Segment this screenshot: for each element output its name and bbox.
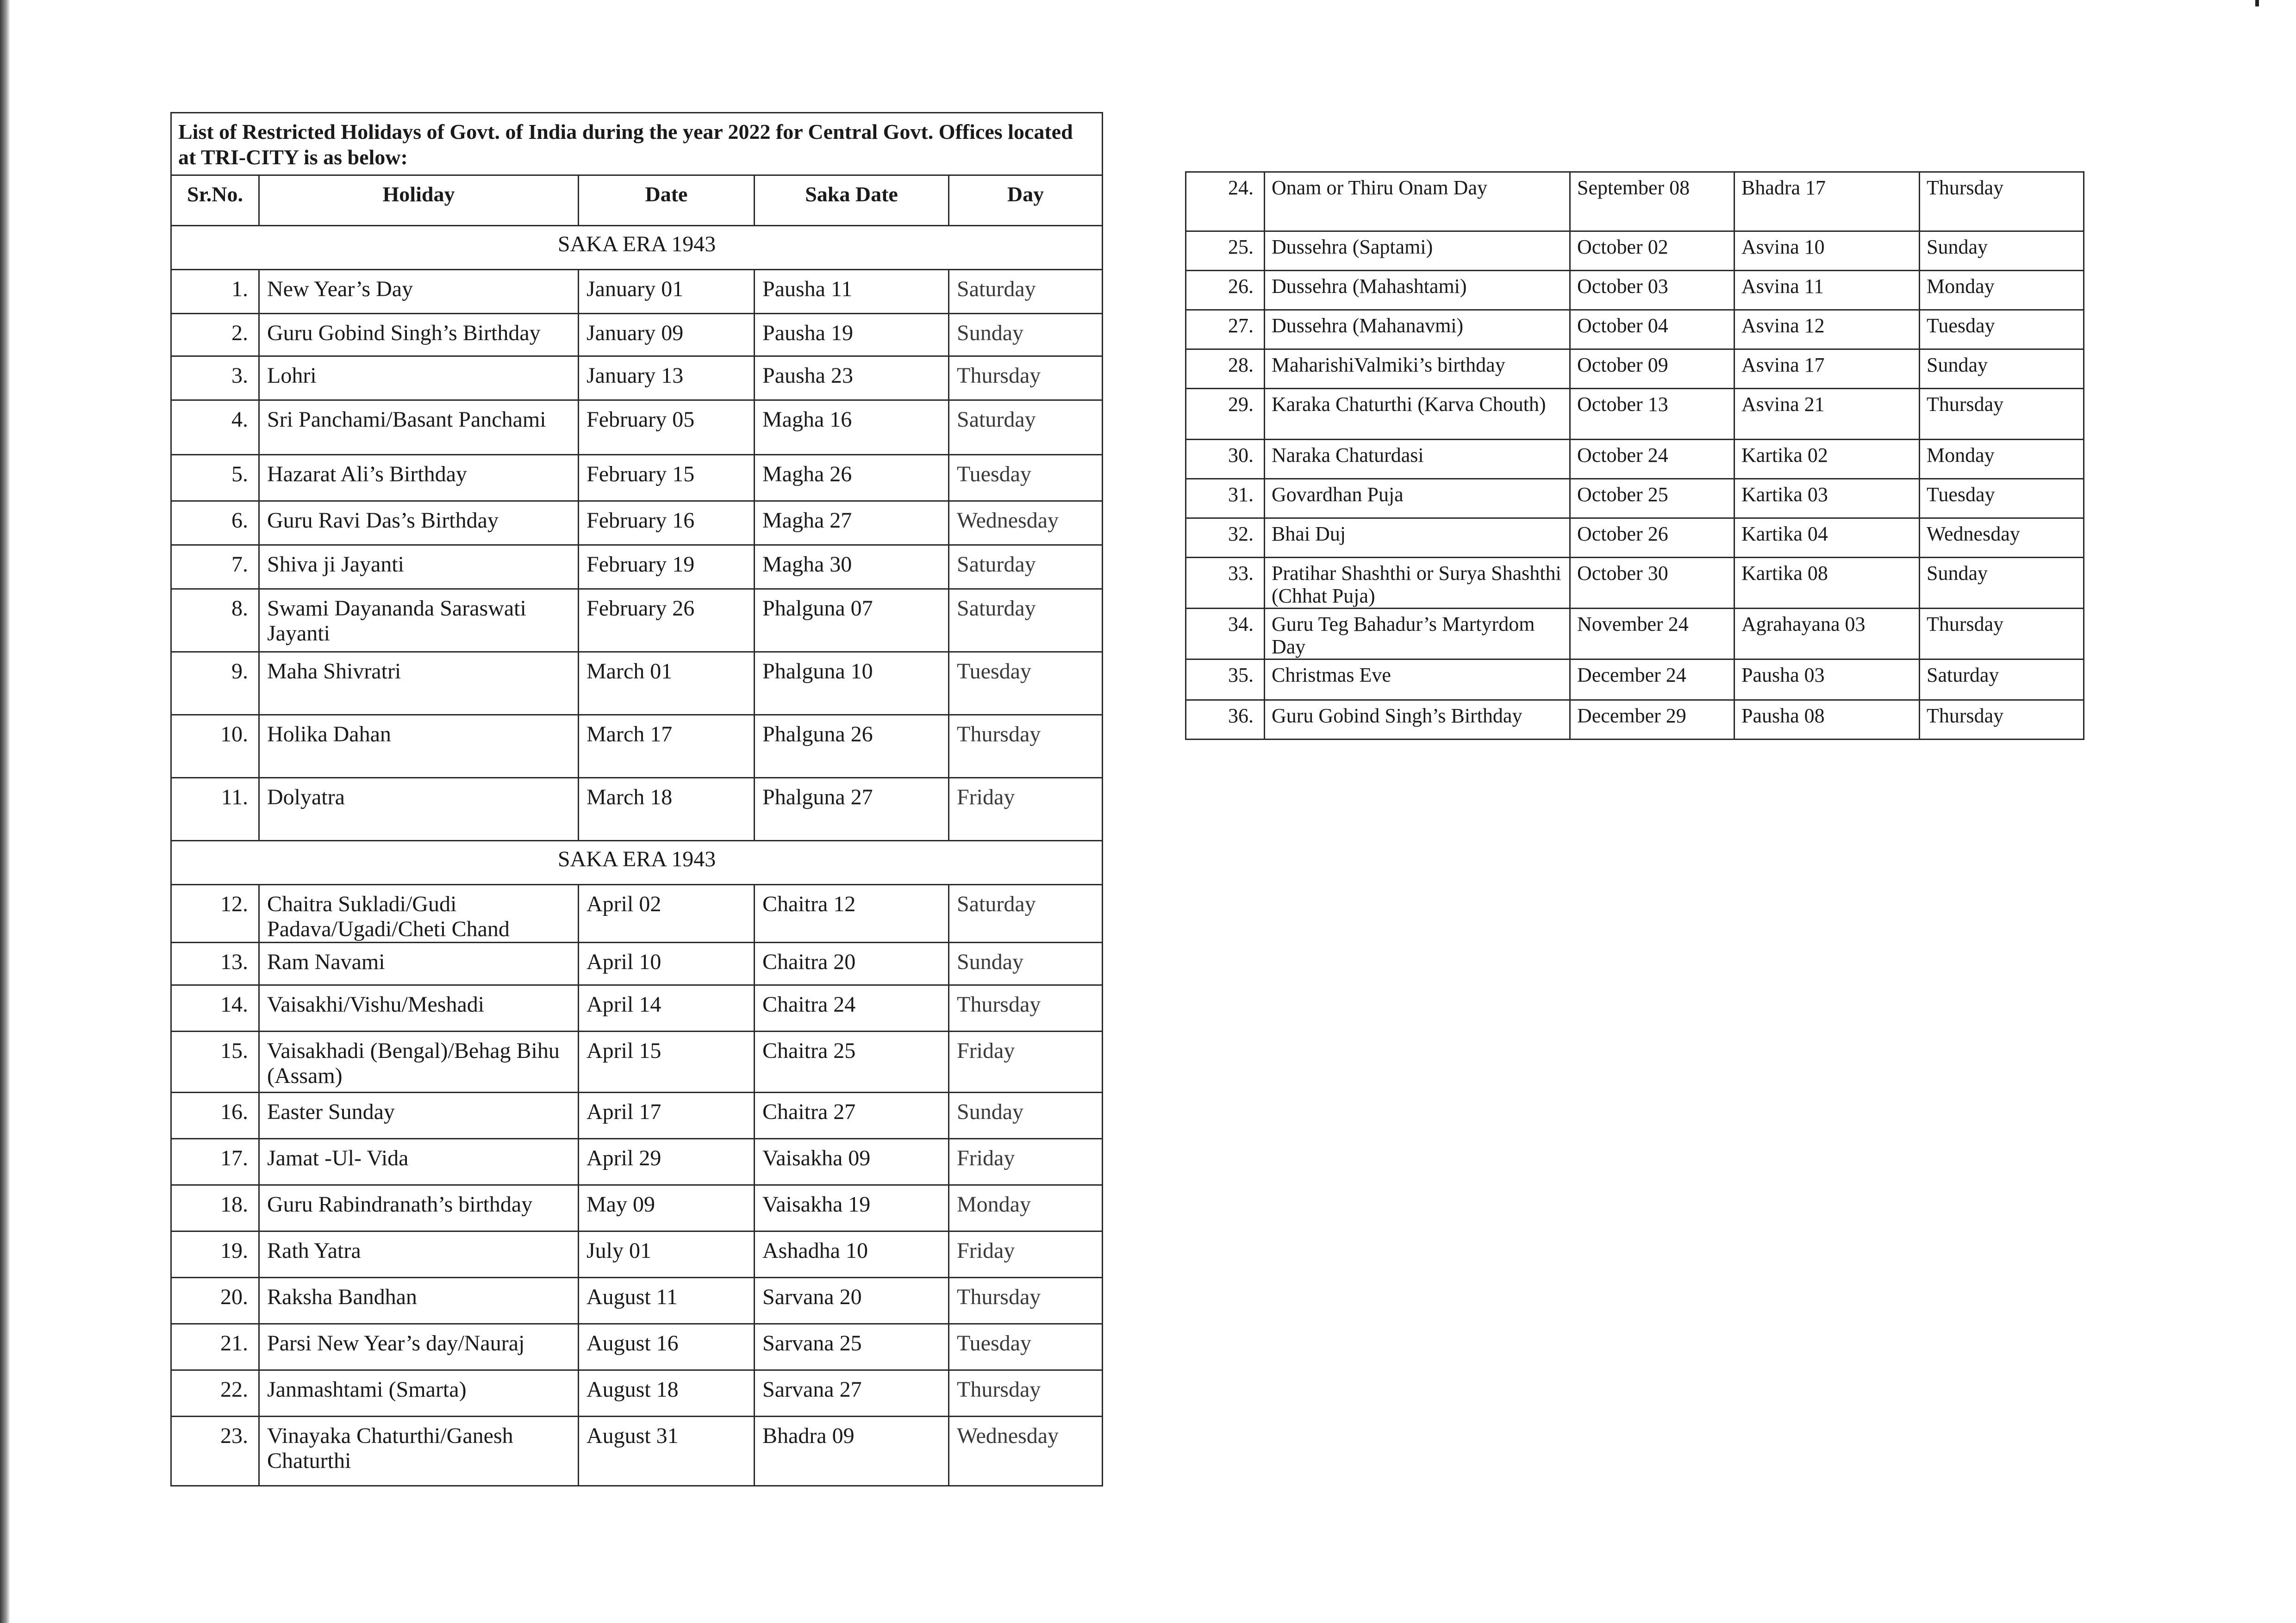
- day-cell: Tuesday: [949, 1324, 1103, 1370]
- saka-date-cell: Kartika 03: [1734, 479, 1920, 518]
- date-cell: July 01: [579, 1231, 755, 1277]
- holiday-name-cell: Swami Dayananda Saraswati Jayanti: [259, 589, 579, 652]
- date-cell: October 25: [1570, 479, 1734, 518]
- sr-cell: 13.: [171, 942, 259, 985]
- holiday-name-cell: Dussehra (Mahashtami): [1265, 271, 1570, 310]
- table-row: [171, 715, 1103, 778]
- date-cell: February 15: [579, 455, 755, 501]
- saka-date-cell: Ashadha 10: [755, 1231, 949, 1277]
- sr-cell: 12.: [171, 885, 259, 943]
- table-row: [171, 1324, 1103, 1370]
- holiday-name-cell: Vaisakhadi (Bengal)/Behag Bihu (Assam): [259, 1031, 579, 1092]
- table-row: [171, 314, 1103, 356]
- holiday-name-cell: Ram Navami: [259, 942, 579, 985]
- table-row: [1186, 518, 2084, 558]
- table-row: [171, 1277, 1103, 1324]
- table-row: [171, 1231, 1103, 1277]
- day-cell: Saturday: [1920, 659, 2084, 700]
- header-sr: Sr.No.: [171, 175, 259, 226]
- sr-cell: 24.: [1186, 172, 1265, 231]
- day-cell: Sunday: [949, 1092, 1103, 1138]
- saka-date-cell: Pausha 03: [1734, 659, 1920, 700]
- holiday-name-cell: Vinayaka Chaturthi/Ganesh Chaturthi: [259, 1416, 579, 1486]
- table-row: [1186, 659, 2084, 700]
- table-row: [171, 356, 1103, 400]
- holiday-name-cell: Dussehra (Saptami): [1265, 231, 1570, 271]
- holiday-name-cell: Christmas Eve: [1265, 659, 1570, 700]
- date-cell: January 01: [579, 270, 755, 314]
- table-row: [171, 985, 1103, 1031]
- day-cell: Saturday: [949, 400, 1103, 455]
- saka-date-cell: Chaitra 25: [755, 1031, 949, 1092]
- holiday-name-cell: Govardhan Puja: [1265, 479, 1570, 518]
- date-cell: January 09: [579, 314, 755, 356]
- right-body: [1186, 172, 2084, 740]
- saka-date-cell: Chaitra 24: [755, 985, 949, 1031]
- holiday-name-cell: Shiva ji Jayanti: [259, 545, 579, 589]
- date-cell: September 08: [1570, 172, 1734, 231]
- day-cell: Sunday: [1920, 558, 2084, 609]
- date-cell: March 01: [579, 652, 755, 715]
- header-saka-date: Saka Date: [755, 175, 949, 226]
- date-cell: March 17: [579, 715, 755, 778]
- date-cell: February 26: [579, 589, 755, 652]
- sr-cell: 28.: [1186, 349, 1265, 389]
- table-row: [1186, 558, 2084, 609]
- saka-date-cell: Bhadra 17: [1734, 172, 1920, 231]
- holiday-name-cell: Guru Teg Bahadur’s Martyrdom Day: [1265, 609, 1570, 659]
- day-cell: Saturday: [949, 589, 1103, 652]
- saka-date-cell: Chaitra 20: [755, 942, 949, 985]
- date-cell: April 17: [579, 1092, 755, 1138]
- table-row: [171, 1185, 1103, 1231]
- sr-cell: 20.: [171, 1277, 259, 1324]
- day-cell: Friday: [949, 1031, 1103, 1092]
- date-cell: August 11: [579, 1277, 755, 1324]
- sr-cell: 5.: [171, 455, 259, 501]
- saka-date-cell: Magha 30: [755, 545, 949, 589]
- date-cell: October 04: [1570, 310, 1734, 349]
- sr-cell: 35.: [1186, 659, 1265, 700]
- holiday-name-cell: Guru Ravi Das’s Birthday: [259, 501, 579, 545]
- table-row: [171, 1416, 1103, 1486]
- header-day: Day: [949, 175, 1103, 226]
- sr-cell: 32.: [1186, 518, 1265, 558]
- document-title: List of Restricted Holidays of Govt. of India during the year 2022 for Central Govt. Offices located at TRI-CITY is as below:: [171, 113, 1103, 175]
- day-cell: Thursday: [1920, 172, 2084, 231]
- table-row: [1186, 479, 2084, 518]
- table-row: [171, 589, 1103, 652]
- sr-cell: 3.: [171, 356, 259, 400]
- left-body-a: [171, 270, 1103, 841]
- table-row: [171, 885, 1103, 943]
- table-row: [1186, 440, 2084, 479]
- sr-cell: 9.: [171, 652, 259, 715]
- table-row: [1186, 609, 2084, 659]
- sr-cell: 14.: [171, 985, 259, 1031]
- day-cell: Monday: [1920, 271, 2084, 310]
- saka-date-cell: Kartika 04: [1734, 518, 1920, 558]
- saka-date-cell: Phalguna 07: [755, 589, 949, 652]
- saka-date-cell: Asvina 12: [1734, 310, 1920, 349]
- date-cell: October 13: [1570, 389, 1734, 440]
- sr-cell: 15.: [171, 1031, 259, 1092]
- day-cell: Thursday: [949, 1370, 1103, 1416]
- holiday-name-cell: New Year’s Day: [259, 270, 579, 314]
- holiday-name-cell: Chaitra Sukladi/Gudi Padava/Ugadi/Cheti Chand: [259, 885, 579, 943]
- date-cell: April 29: [579, 1138, 755, 1185]
- holiday-name-cell: Raksha Bandhan: [259, 1277, 579, 1324]
- table-row: [171, 1138, 1103, 1185]
- holiday-table-right: [1185, 171, 2084, 740]
- header-row: [171, 175, 1103, 226]
- day-cell: Saturday: [949, 885, 1103, 943]
- table-row: [171, 270, 1103, 314]
- saka-date-cell: Phalguna 27: [755, 778, 949, 841]
- holiday-name-cell: Onam or Thiru Onam Day: [1265, 172, 1570, 231]
- table-row: [171, 942, 1103, 985]
- saka-date-cell: Chaitra 27: [755, 1092, 949, 1138]
- day-cell: Friday: [949, 778, 1103, 841]
- day-cell: Saturday: [949, 270, 1103, 314]
- sr-cell: 18.: [171, 1185, 259, 1231]
- holiday-name-cell: Holika Dahan: [259, 715, 579, 778]
- date-cell: October 26: [1570, 518, 1734, 558]
- day-cell: Sunday: [949, 314, 1103, 356]
- era-row: [171, 226, 1103, 270]
- saka-date-cell: Pausha 19: [755, 314, 949, 356]
- scan-speck: [2255, 0, 2259, 6]
- sr-cell: 8.: [171, 589, 259, 652]
- day-cell: Tuesday: [949, 455, 1103, 501]
- day-cell: Thursday: [1920, 389, 2084, 440]
- day-cell: Thursday: [1920, 609, 2084, 659]
- sr-cell: 21.: [171, 1324, 259, 1370]
- date-cell: August 31: [579, 1416, 755, 1486]
- saka-date-cell: Phalguna 26: [755, 715, 949, 778]
- date-cell: August 18: [579, 1370, 755, 1416]
- sr-cell: 34.: [1186, 609, 1265, 659]
- holiday-name-cell: Guru Rabindranath’s birthday: [259, 1185, 579, 1231]
- holiday-name-cell: Dussehra (Mahanavmi): [1265, 310, 1570, 349]
- day-cell: Wednesday: [949, 1416, 1103, 1486]
- scan-edge-shadow: [0, 0, 10, 1623]
- date-cell: May 09: [579, 1185, 755, 1231]
- sr-cell: 6.: [171, 501, 259, 545]
- saka-date-cell: Vaisakha 09: [755, 1138, 949, 1185]
- holiday-name-cell: Parsi New Year’s day/Nauraj: [259, 1324, 579, 1370]
- date-cell: April 15: [579, 1031, 755, 1092]
- saka-date-cell: Magha 16: [755, 400, 949, 455]
- day-cell: Tuesday: [1920, 310, 2084, 349]
- sr-cell: 33.: [1186, 558, 1265, 609]
- date-cell: February 19: [579, 545, 755, 589]
- saka-date-cell: Agrahayana 03: [1734, 609, 1920, 659]
- sr-cell: 31.: [1186, 479, 1265, 518]
- table-row: [1186, 310, 2084, 349]
- title-row: [171, 113, 1103, 175]
- date-cell: November 24: [1570, 609, 1734, 659]
- holiday-name-cell: Rath Yatra: [259, 1231, 579, 1277]
- holiday-name-cell: Naraka Chaturdasi: [1265, 440, 1570, 479]
- date-cell: April 10: [579, 942, 755, 985]
- date-cell: October 30: [1570, 558, 1734, 609]
- holiday-name-cell: Dolyatra: [259, 778, 579, 841]
- holiday-name-cell: Pratihar Shashthi or Surya Shashthi (Chhat Puja): [1265, 558, 1570, 609]
- date-cell: August 16: [579, 1324, 755, 1370]
- era-label: SAKA ERA 1943: [171, 226, 1103, 270]
- date-cell: January 13: [579, 356, 755, 400]
- holiday-name-cell: Hazarat Ali’s Birthday: [259, 455, 579, 501]
- holiday-name-cell: Guru Gobind Singh’s Birthday: [259, 314, 579, 356]
- holiday-name-cell: Jamat -Ul- Vida: [259, 1138, 579, 1185]
- sr-cell: 26.: [1186, 271, 1265, 310]
- day-cell: Thursday: [949, 985, 1103, 1031]
- holiday-name-cell: Sri Panchami/Basant Panchami: [259, 400, 579, 455]
- sr-cell: 2.: [171, 314, 259, 356]
- holiday-name-cell: Easter Sunday: [259, 1092, 579, 1138]
- date-cell: December 29: [1570, 700, 1734, 740]
- date-cell: October 09: [1570, 349, 1734, 389]
- era-row: [171, 841, 1103, 885]
- day-cell: Wednesday: [949, 501, 1103, 545]
- day-cell: Thursday: [949, 356, 1103, 400]
- sr-cell: 1.: [171, 270, 259, 314]
- saka-date-cell: Vaisakha 19: [755, 1185, 949, 1231]
- table-row: [171, 501, 1103, 545]
- table-row: [1186, 700, 2084, 740]
- sr-cell: 17.: [171, 1138, 259, 1185]
- sr-cell: 11.: [171, 778, 259, 841]
- sr-cell: 23.: [171, 1416, 259, 1486]
- sr-cell: 16.: [171, 1092, 259, 1138]
- table-row: [1186, 389, 2084, 440]
- table-row: [1186, 172, 2084, 231]
- saka-date-cell: Phalguna 10: [755, 652, 949, 715]
- saka-date-cell: Bhadra 09: [755, 1416, 949, 1486]
- day-cell: Friday: [949, 1231, 1103, 1277]
- table-row: [171, 1031, 1103, 1092]
- saka-date-cell: Asvina 17: [1734, 349, 1920, 389]
- day-cell: Wednesday: [1920, 518, 2084, 558]
- day-cell: Sunday: [1920, 231, 2084, 271]
- day-cell: Friday: [949, 1138, 1103, 1185]
- day-cell: Sunday: [1920, 349, 2084, 389]
- day-cell: Tuesday: [949, 652, 1103, 715]
- sr-cell: 30.: [1186, 440, 1265, 479]
- sr-cell: 7.: [171, 545, 259, 589]
- day-cell: Thursday: [949, 1277, 1103, 1324]
- table-row: [171, 652, 1103, 715]
- left-body-b: [171, 885, 1103, 1486]
- date-cell: April 14: [579, 985, 755, 1031]
- date-cell: February 16: [579, 501, 755, 545]
- day-cell: Thursday: [949, 715, 1103, 778]
- holiday-name-cell: Bhai Duj: [1265, 518, 1570, 558]
- holiday-table-left: [170, 112, 1103, 1486]
- table-row: [171, 1092, 1103, 1138]
- date-cell: April 02: [579, 885, 755, 943]
- saka-date-cell: Magha 26: [755, 455, 949, 501]
- day-cell: Sunday: [949, 942, 1103, 985]
- table-row: [1186, 231, 2084, 271]
- day-cell: Tuesday: [1920, 479, 2084, 518]
- saka-date-cell: Pausha 11: [755, 270, 949, 314]
- holiday-name-cell: Guru Gobind Singh’s Birthday: [1265, 700, 1570, 740]
- saka-date-cell: Sarvana 27: [755, 1370, 949, 1416]
- holiday-name-cell: Karaka Chaturthi (Karva Chouth): [1265, 389, 1570, 440]
- sr-cell: 4.: [171, 400, 259, 455]
- table-row: [171, 1370, 1103, 1416]
- saka-date-cell: Magha 27: [755, 501, 949, 545]
- sr-cell: 22.: [171, 1370, 259, 1416]
- holiday-name-cell: Vaisakhi/Vishu/Meshadi: [259, 985, 579, 1031]
- sr-cell: 10.: [171, 715, 259, 778]
- table-row: [1186, 271, 2084, 310]
- day-cell: Thursday: [1920, 700, 2084, 740]
- date-cell: February 05: [579, 400, 755, 455]
- holiday-name-cell: Maha Shivratri: [259, 652, 579, 715]
- header-holiday: Holiday: [259, 175, 579, 226]
- holiday-name-cell: MaharishiValmiki’s birthday: [1265, 349, 1570, 389]
- sr-cell: 27.: [1186, 310, 1265, 349]
- table-row: [171, 455, 1103, 501]
- table-row: [171, 545, 1103, 589]
- table-row: [171, 778, 1103, 841]
- era-label: SAKA ERA 1943: [171, 841, 1103, 885]
- saka-date-cell: Kartika 08: [1734, 558, 1920, 609]
- day-cell: Monday: [1920, 440, 2084, 479]
- saka-date-cell: Pausha 08: [1734, 700, 1920, 740]
- date-cell: October 24: [1570, 440, 1734, 479]
- saka-date-cell: Sarvana 25: [755, 1324, 949, 1370]
- sr-cell: 29.: [1186, 389, 1265, 440]
- date-cell: October 02: [1570, 231, 1734, 271]
- saka-date-cell: Asvina 21: [1734, 389, 1920, 440]
- saka-date-cell: Chaitra 12: [755, 885, 949, 943]
- date-cell: December 24: [1570, 659, 1734, 700]
- header-date: Date: [579, 175, 755, 226]
- day-cell: Saturday: [949, 545, 1103, 589]
- sr-cell: 19.: [171, 1231, 259, 1277]
- sr-cell: 25.: [1186, 231, 1265, 271]
- saka-date-cell: Pausha 23: [755, 356, 949, 400]
- table-row: [1186, 349, 2084, 389]
- date-cell: October 03: [1570, 271, 1734, 310]
- day-cell: Monday: [949, 1185, 1103, 1231]
- holiday-name-cell: Lohri: [259, 356, 579, 400]
- sr-cell: 36.: [1186, 700, 1265, 740]
- date-cell: March 18: [579, 778, 755, 841]
- saka-date-cell: Asvina 10: [1734, 231, 1920, 271]
- saka-date-cell: Kartika 02: [1734, 440, 1920, 479]
- holiday-name-cell: Janmashtami (Smarta): [259, 1370, 579, 1416]
- saka-date-cell: Sarvana 20: [755, 1277, 949, 1324]
- table-row: [171, 400, 1103, 455]
- saka-date-cell: Asvina 11: [1734, 271, 1920, 310]
